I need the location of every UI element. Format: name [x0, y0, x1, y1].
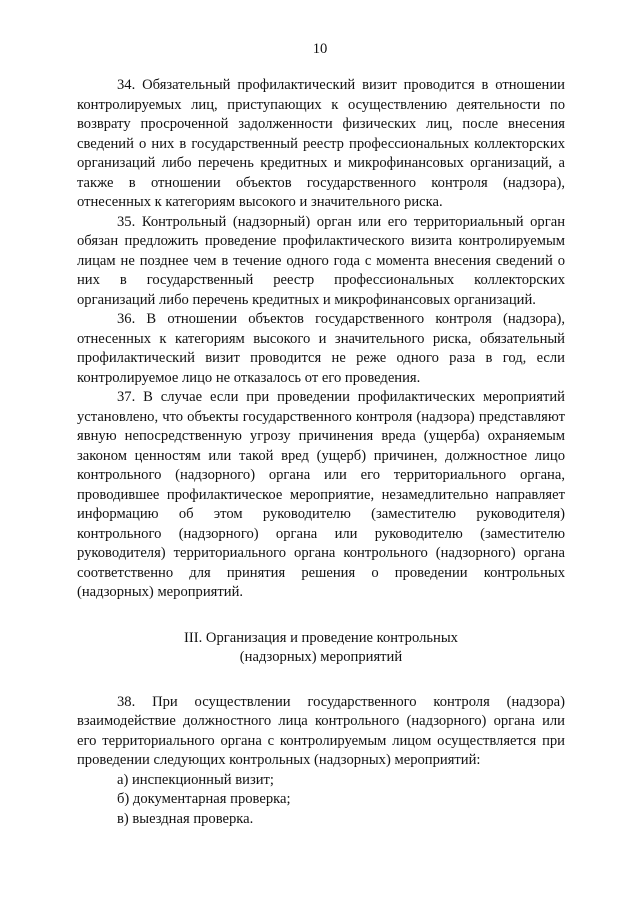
- paragraph-36: 36. В отношении объектов государственного контроля (надзора), отнесенных к категориям высокого и значительного риска, обязательный профилактический визит проводится не реже одного раза в год, если контролируемое лицо не отказалось от его проведения.: [77, 311, 565, 386]
- list-item: в) выездная проверка.: [117, 810, 254, 827]
- section-heading: [77, 629, 565, 668]
- list-item: б) документарная проверка;: [117, 791, 291, 807]
- paragraph-37: 37. В случае если при проведении профилактических мероприятий установлено, что объекты государственного контроля (надзора) представляют явную непосредственную угрозу причинения вреда (ущерба) охраняемым законом ценностям или такой вред (ущерб) причинен, должностное лицо контрольного (надзорного) органа или его территориального органа, проводившее профилактическое мероприятие, незамедлительно направляет информацию об этом руководителю (заместителю руководителя) контрольного (надзорного) органа или руководителю (заместителю руководителя) территориального органа контрольного (надзорного) органа соответственно для принятия решения о проведении контрольных (надзорных) мероприятий.: [77, 389, 565, 600]
- section-heading-line-2: (надзорных) мероприятий: [239, 649, 403, 665]
- list-item: а) инспекционный визит;: [117, 771, 274, 788]
- section-heading-line-1: III. Организация и проведение контрольных: [184, 629, 458, 646]
- paragraph-34: 34. Обязательный профилактический визит проводится в отношении контролируемых лиц, приступающих к осуществлению деятельности по возврату просроченной задолженности физических лиц, после внесения сведений о них в государственный реестр профессиональных коллекторских организаций либо перечень кредитных и микрофинансовых организаций, а также в отношении объектов государственного контроля (надзора), отнесенных к категориям высокого и значительного риска.: [77, 77, 565, 210]
- paragraph-38: 38. При осуществлении государственного контроля (надзора) взаимодействие должностного лица контрольного (надзорного) органа или его территориального органа с контролируемым лицом осуществляется при проведении следующих контрольных (надзорных) мероприятий:: [77, 693, 565, 768]
- page-number: 10: [312, 41, 328, 57]
- paragraph-35: 35. Контрольный (надзорный) орган или его территориальный орган обязан предложить проведение профилактического визита контролируемым лицам не позднее чем в течение одного года с момента внесения сведений о них в государственный реестр профессиональных коллекторских организаций либо перечень кредитных и микрофинансовых организаций.: [77, 213, 565, 308]
- document-body: [77, 76, 565, 829]
